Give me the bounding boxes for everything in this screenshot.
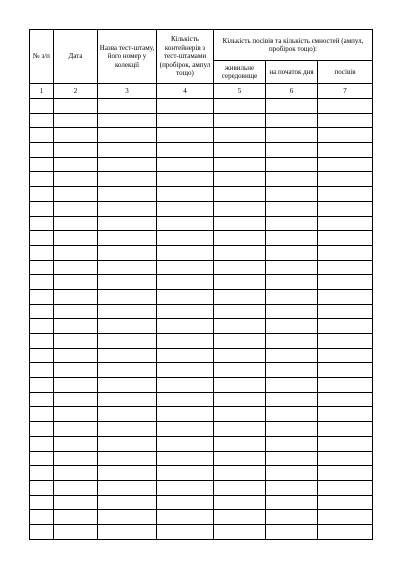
- empty-cell: [318, 466, 373, 481]
- column-number: 6: [266, 84, 318, 99]
- empty-cell: [157, 201, 214, 216]
- empty-cell: [318, 407, 373, 422]
- column-number: 3: [98, 84, 157, 99]
- empty-cell: [98, 143, 157, 158]
- empty-cell: [318, 392, 373, 407]
- empty-cell: [266, 451, 318, 466]
- empty-cell: [30, 363, 54, 378]
- empty-cell: [98, 495, 157, 510]
- empty-cell: [54, 99, 98, 114]
- empty-cell: [54, 275, 98, 290]
- empty-cell: [98, 378, 157, 393]
- empty-cell: [157, 510, 214, 525]
- table-row: [30, 392, 373, 407]
- empty-cell: [157, 304, 214, 319]
- table-row: [30, 113, 373, 128]
- empty-cell: [157, 392, 214, 407]
- table-row: [30, 363, 373, 378]
- empty-cell: [318, 143, 373, 158]
- empty-cell: [157, 260, 214, 275]
- empty-cell: [214, 466, 266, 481]
- empty-cell: [214, 407, 266, 422]
- empty-cell: [54, 495, 98, 510]
- empty-cell: [157, 157, 214, 172]
- empty-cell: [318, 275, 373, 290]
- empty-cell: [157, 466, 214, 481]
- empty-cell: [98, 392, 157, 407]
- empty-cell: [266, 319, 318, 334]
- empty-cell: [157, 334, 214, 349]
- header-date: Дата: [54, 30, 98, 84]
- empty-cell: [157, 436, 214, 451]
- empty-cell: [54, 201, 98, 216]
- empty-cell: [157, 113, 214, 128]
- empty-cell: [157, 451, 214, 466]
- empty-cell: [318, 245, 373, 260]
- header-number: № з/п: [30, 30, 54, 84]
- table-row: [30, 99, 373, 114]
- empty-cell: [214, 495, 266, 510]
- empty-cell: [98, 201, 157, 216]
- empty-cell: [30, 187, 54, 202]
- empty-cell: [157, 231, 214, 246]
- empty-cell: [214, 113, 266, 128]
- empty-cell: [98, 187, 157, 202]
- empty-cell: [318, 495, 373, 510]
- table-row: [30, 157, 373, 172]
- empty-cell: [54, 289, 98, 304]
- table-row: [30, 407, 373, 422]
- empty-cell: [214, 363, 266, 378]
- empty-cell: [318, 451, 373, 466]
- empty-cell: [318, 128, 373, 143]
- empty-cell: [30, 304, 54, 319]
- empty-cell: [98, 524, 157, 539]
- empty-cell: [266, 143, 318, 158]
- empty-cell: [214, 392, 266, 407]
- empty-cell: [318, 260, 373, 275]
- empty-cell: [266, 422, 318, 437]
- empty-cell: [30, 216, 54, 231]
- table-row: [30, 319, 373, 334]
- empty-cell: [266, 304, 318, 319]
- empty-cell: [54, 128, 98, 143]
- empty-cell: [54, 187, 98, 202]
- empty-cell: [318, 172, 373, 187]
- table-row: [30, 524, 373, 539]
- empty-cell: [266, 187, 318, 202]
- empty-cell: [157, 289, 214, 304]
- empty-cell: [54, 348, 98, 363]
- empty-cell: [157, 524, 214, 539]
- empty-cell: [266, 334, 318, 349]
- empty-cell: [30, 275, 54, 290]
- empty-cell: [157, 245, 214, 260]
- empty-cell: [214, 172, 266, 187]
- empty-cell: [266, 480, 318, 495]
- empty-cell: [30, 392, 54, 407]
- table-row: [30, 231, 373, 246]
- empty-cell: [214, 524, 266, 539]
- empty-cell: [30, 113, 54, 128]
- empty-cell: [54, 436, 98, 451]
- empty-cell: [54, 304, 98, 319]
- empty-cell: [214, 378, 266, 393]
- empty-cell: [318, 510, 373, 525]
- empty-cell: [266, 348, 318, 363]
- empty-cell: [157, 143, 214, 158]
- empty-cell: [98, 334, 157, 349]
- column-number: 2: [54, 84, 98, 99]
- empty-cell: [157, 99, 214, 114]
- table-row: [30, 172, 373, 187]
- empty-cell: [54, 510, 98, 525]
- empty-cell: [98, 245, 157, 260]
- empty-cell: [318, 187, 373, 202]
- empty-cell: [266, 510, 318, 525]
- empty-cell: [54, 143, 98, 158]
- table-row: [30, 480, 373, 495]
- empty-cell: [98, 113, 157, 128]
- empty-cell: [54, 378, 98, 393]
- column-number-row: [30, 84, 373, 99]
- empty-cell: [98, 480, 157, 495]
- empty-cell: [30, 245, 54, 260]
- empty-cell: [54, 216, 98, 231]
- empty-cell: [214, 201, 266, 216]
- empty-cell: [30, 407, 54, 422]
- table-row: [30, 201, 373, 216]
- header-seedings-group: Кількість посівів та кількість ємностей (ампул, пробірок тощо):: [214, 30, 373, 61]
- empty-cell: [214, 348, 266, 363]
- empty-cell: [266, 216, 318, 231]
- empty-cell: [54, 422, 98, 437]
- empty-cell: [214, 216, 266, 231]
- empty-cell: [214, 245, 266, 260]
- empty-cell: [30, 260, 54, 275]
- empty-cell: [214, 99, 266, 114]
- empty-cell: [318, 334, 373, 349]
- empty-cell: [318, 524, 373, 539]
- empty-cell: [214, 436, 266, 451]
- empty-cell: [98, 99, 157, 114]
- empty-cell: [214, 480, 266, 495]
- table-row: [30, 216, 373, 231]
- empty-cell: [54, 113, 98, 128]
- empty-cell: [318, 157, 373, 172]
- column-number: 7: [318, 84, 373, 99]
- empty-cell: [30, 348, 54, 363]
- empty-cell: [266, 128, 318, 143]
- empty-cell: [54, 480, 98, 495]
- empty-cell: [30, 378, 54, 393]
- empty-cell: [157, 172, 214, 187]
- register-form: [29, 29, 373, 540]
- empty-cell: [30, 157, 54, 172]
- empty-cell: [30, 436, 54, 451]
- empty-cell: [98, 451, 157, 466]
- empty-cell: [214, 187, 266, 202]
- empty-cell: [30, 524, 54, 539]
- empty-cell: [30, 99, 54, 114]
- empty-cell: [214, 304, 266, 319]
- table-row: [30, 275, 373, 290]
- table-row: [30, 466, 373, 481]
- empty-cell: [30, 510, 54, 525]
- empty-cell: [98, 319, 157, 334]
- empty-cell: [98, 157, 157, 172]
- header-start-of-day: на початок дня: [266, 61, 318, 84]
- empty-cell: [30, 466, 54, 481]
- empty-cell: [98, 275, 157, 290]
- empty-cell: [98, 231, 157, 246]
- empty-cell: [157, 363, 214, 378]
- empty-cell: [266, 436, 318, 451]
- empty-cell: [30, 495, 54, 510]
- empty-cell: [54, 260, 98, 275]
- empty-cell: [98, 363, 157, 378]
- empty-cell: [318, 378, 373, 393]
- empty-cell: [266, 157, 318, 172]
- empty-cell: [30, 172, 54, 187]
- empty-cell: [157, 319, 214, 334]
- column-number: 5: [214, 84, 266, 99]
- empty-cell: [318, 289, 373, 304]
- empty-cell: [54, 231, 98, 246]
- empty-cell: [318, 422, 373, 437]
- empty-cell: [30, 289, 54, 304]
- empty-cell: [98, 407, 157, 422]
- empty-cell: [30, 451, 54, 466]
- empty-cell: [214, 128, 266, 143]
- empty-cell: [266, 113, 318, 128]
- empty-cell: [30, 128, 54, 143]
- empty-cell: [214, 334, 266, 349]
- empty-cell: [30, 201, 54, 216]
- empty-cell: [157, 407, 214, 422]
- empty-cell: [318, 99, 373, 114]
- table-row: [30, 422, 373, 437]
- empty-cell: [54, 245, 98, 260]
- column-number: 4: [157, 84, 214, 99]
- column-number: 1: [30, 84, 54, 99]
- header-nutrient-media: живильне середовище: [214, 61, 266, 84]
- empty-cell: [98, 422, 157, 437]
- empty-cell: [98, 466, 157, 481]
- empty-cell: [318, 348, 373, 363]
- table-row: [30, 245, 373, 260]
- empty-cell: [54, 363, 98, 378]
- empty-cell: [30, 480, 54, 495]
- empty-cell: [98, 128, 157, 143]
- empty-cell: [54, 392, 98, 407]
- empty-cell: [98, 289, 157, 304]
- empty-cell: [30, 422, 54, 437]
- empty-cell: [157, 275, 214, 290]
- empty-cell: [98, 172, 157, 187]
- empty-cell: [54, 172, 98, 187]
- empty-cell: [266, 407, 318, 422]
- empty-cell: [54, 407, 98, 422]
- empty-cell: [318, 319, 373, 334]
- empty-cell: [98, 216, 157, 231]
- table-row: [30, 260, 373, 275]
- empty-cell: [54, 334, 98, 349]
- empty-cell: [54, 319, 98, 334]
- empty-cell: [157, 378, 214, 393]
- empty-cell: [98, 260, 157, 275]
- table-row: [30, 187, 373, 202]
- empty-cell: [157, 187, 214, 202]
- empty-cell: [214, 289, 266, 304]
- empty-cell: [157, 495, 214, 510]
- table-row: [30, 436, 373, 451]
- empty-cell: [54, 466, 98, 481]
- empty-cell: [98, 510, 157, 525]
- empty-cell: [266, 99, 318, 114]
- empty-cell: [266, 378, 318, 393]
- empty-cell: [266, 392, 318, 407]
- empty-cell: [214, 422, 266, 437]
- table-row: [30, 495, 373, 510]
- empty-cell: [214, 260, 266, 275]
- empty-cell: [266, 289, 318, 304]
- empty-cell: [54, 524, 98, 539]
- empty-cell: [157, 128, 214, 143]
- header-containers-count: Кількість контейнерів з тест-штамами (пробірок, ампул тощо): [157, 30, 214, 84]
- register-body: [30, 99, 373, 540]
- empty-cell: [266, 231, 318, 246]
- empty-cell: [214, 231, 266, 246]
- empty-cell: [157, 480, 214, 495]
- empty-cell: [266, 524, 318, 539]
- empty-cell: [266, 201, 318, 216]
- empty-cell: [266, 363, 318, 378]
- table-row: [30, 378, 373, 393]
- table-row: [30, 128, 373, 143]
- empty-cell: [98, 304, 157, 319]
- empty-cell: [214, 319, 266, 334]
- empty-cell: [157, 348, 214, 363]
- empty-cell: [318, 231, 373, 246]
- empty-cell: [318, 201, 373, 216]
- empty-cell: [266, 172, 318, 187]
- empty-cell: [30, 143, 54, 158]
- empty-cell: [30, 319, 54, 334]
- empty-cell: [214, 510, 266, 525]
- empty-cell: [214, 143, 266, 158]
- table-row: [30, 510, 373, 525]
- empty-cell: [266, 260, 318, 275]
- empty-cell: [318, 216, 373, 231]
- table-row: [30, 348, 373, 363]
- table-row: [30, 143, 373, 158]
- empty-cell: [318, 480, 373, 495]
- empty-cell: [98, 436, 157, 451]
- table-row: [30, 334, 373, 349]
- empty-cell: [54, 451, 98, 466]
- register-table: [29, 29, 373, 540]
- empty-cell: [30, 334, 54, 349]
- empty-cell: [318, 113, 373, 128]
- empty-cell: [157, 216, 214, 231]
- empty-cell: [318, 436, 373, 451]
- empty-cell: [214, 157, 266, 172]
- table-row: [30, 304, 373, 319]
- empty-cell: [98, 348, 157, 363]
- header-seedings: посівів: [318, 61, 373, 84]
- table-row: [30, 451, 373, 466]
- empty-cell: [266, 245, 318, 260]
- empty-cell: [266, 466, 318, 481]
- table-row: [30, 289, 373, 304]
- empty-cell: [157, 422, 214, 437]
- header-strain-name: Назва тест-штаму, його номер у колекції: [98, 30, 157, 84]
- empty-cell: [318, 304, 373, 319]
- empty-cell: [214, 451, 266, 466]
- empty-cell: [266, 275, 318, 290]
- empty-cell: [54, 157, 98, 172]
- empty-cell: [266, 495, 318, 510]
- empty-cell: [318, 363, 373, 378]
- empty-cell: [214, 275, 266, 290]
- empty-cell: [30, 231, 54, 246]
